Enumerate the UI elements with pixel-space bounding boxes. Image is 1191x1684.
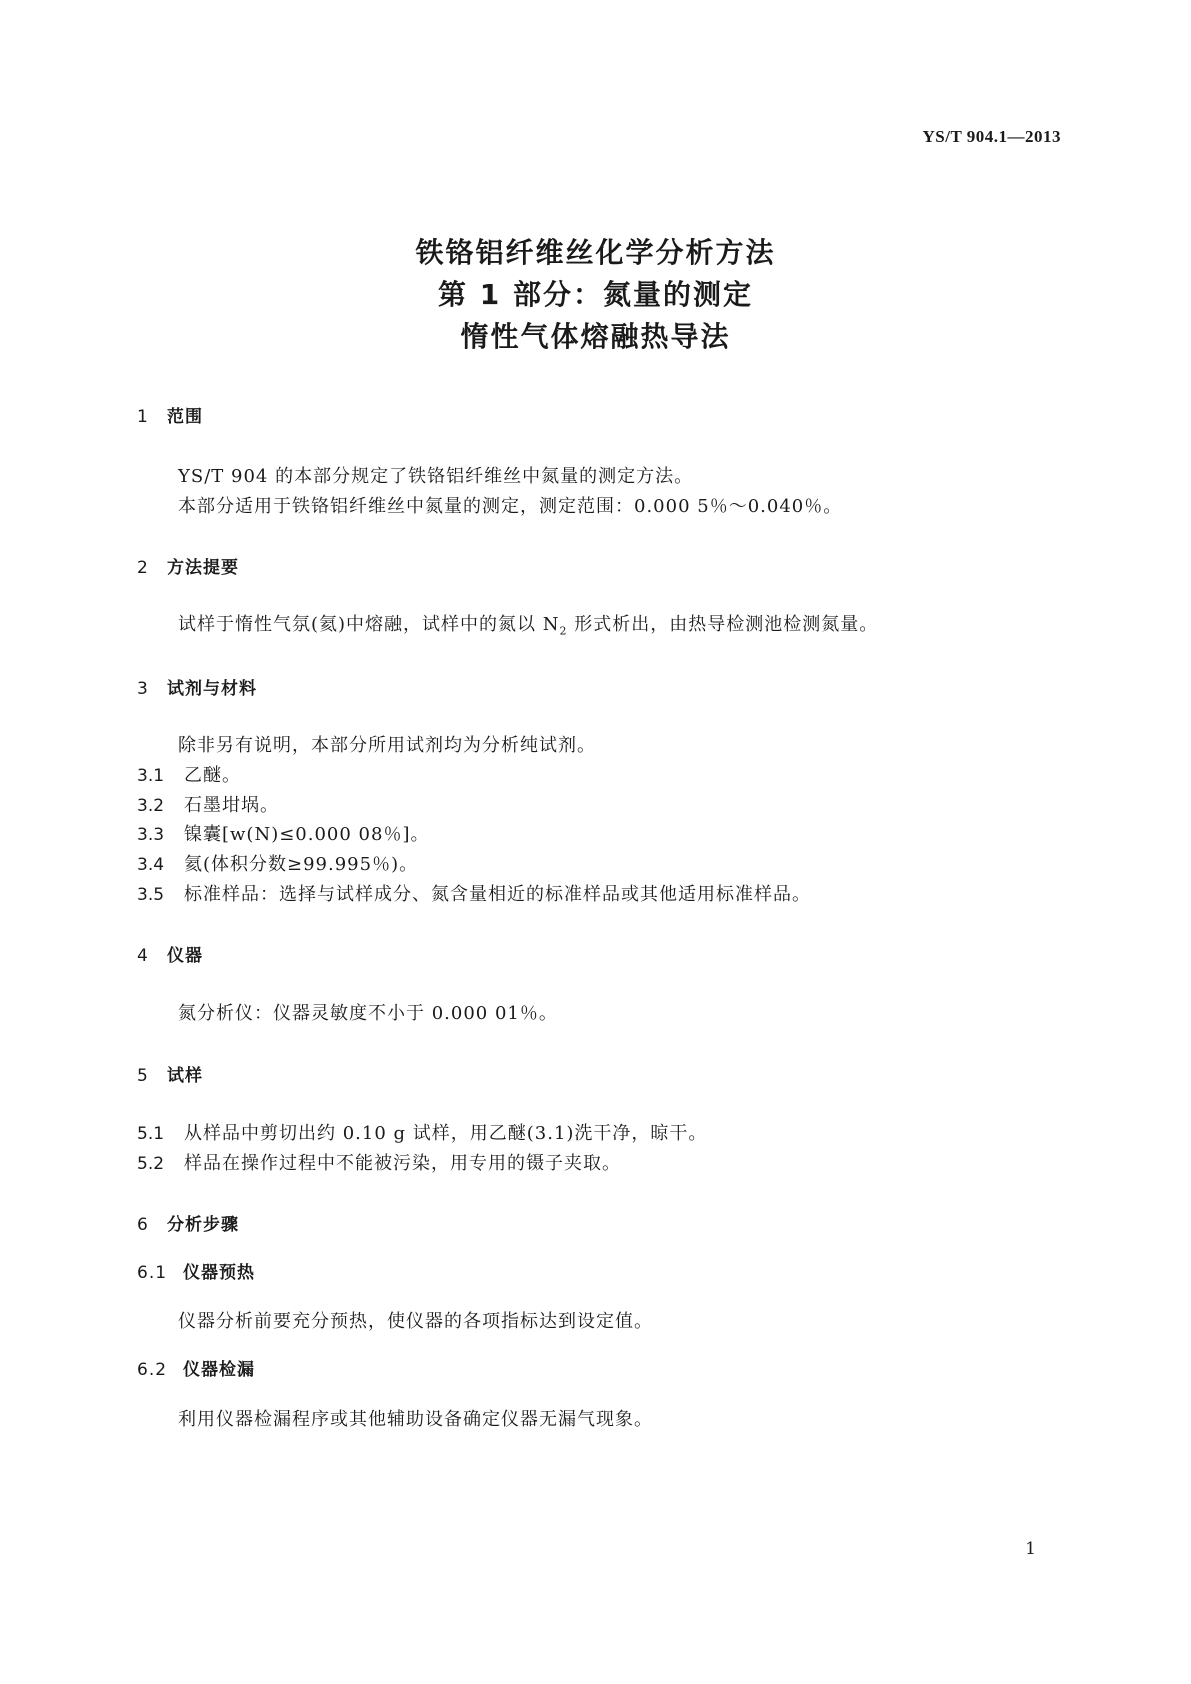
item-number: 3.3	[137, 825, 165, 845]
item-text: 从样品中剪切出约 0.10 g 试样，用乙醚(3.1)洗干净，晾干。	[184, 1123, 708, 1144]
subsection-title: 仪器检漏	[183, 1360, 255, 1380]
item-text: 样品在操作过程中不能被污染，用专用的镊子夹取。	[184, 1153, 621, 1174]
section-4-paragraph: 氮分析仪：仪器灵敏度不小于 0.000 01％。	[178, 1003, 558, 1024]
section-2-paragraph	[178, 610, 878, 638]
section-number: 2	[137, 558, 149, 578]
section-3-intro: 除非另有说明，本部分所用试剂均为分析纯试剂。	[178, 735, 596, 756]
page-number: 1	[1025, 1539, 1036, 1559]
section-number: 4	[137, 946, 149, 966]
section-1-heading	[137, 402, 203, 427]
section-number: 5	[137, 1066, 149, 1086]
paragraph-text: 形式析出，由热导检测池检测氮量。	[567, 614, 879, 635]
section-6-heading	[137, 1210, 239, 1235]
title-line-1: 铁铬铝纤维丝化学分析方法	[415, 236, 776, 269]
subsection-6-2-heading	[137, 1355, 255, 1380]
section-title: 方法提要	[167, 558, 239, 578]
section-2-heading	[137, 553, 239, 578]
subsection-6-2-paragraph: 利用仪器检漏程序或其他辅助设备确定仪器无漏气现象。	[178, 1409, 653, 1430]
list-item	[137, 1149, 621, 1175]
list-item	[137, 1119, 707, 1145]
item-number: 5.1	[137, 1124, 165, 1144]
item-number: 3.2	[137, 796, 165, 816]
section-number: 3	[137, 679, 149, 699]
subscript: 2	[559, 624, 568, 638]
section-1-paragraph-1: YS/T 904 的本部分规定了铁铬铝纤维丝中氮量的测定方法。	[178, 466, 694, 487]
subsection-number: 6.1	[137, 1263, 168, 1283]
list-item	[137, 820, 430, 846]
list-item	[137, 791, 279, 817]
section-title: 试剂与材料	[167, 679, 257, 699]
item-text: 石墨坩埚。	[184, 795, 279, 816]
document-title	[0, 232, 1191, 358]
subsection-6-1-heading	[137, 1258, 255, 1283]
section-title: 分析步骤	[167, 1215, 239, 1235]
list-item	[137, 850, 418, 876]
standard-code: YS/T 904.1—2013	[922, 127, 1061, 146]
title-line-3: 惰性气体熔融热导法	[460, 320, 731, 353]
section-3-heading	[137, 674, 257, 699]
title-line-2: 第 1 部分：氮量的测定	[438, 278, 753, 311]
section-number: 6	[137, 1215, 149, 1235]
item-number: 5.2	[137, 1154, 165, 1174]
item-text: 乙醚。	[184, 765, 241, 786]
subsection-title: 仪器预热	[183, 1263, 255, 1283]
section-title: 范围	[167, 407, 203, 427]
item-number: 3.4	[137, 855, 165, 875]
section-title: 试样	[167, 1066, 203, 1086]
item-number: 3.1	[137, 766, 165, 786]
subsection-6-1-paragraph: 仪器分析前要充分预热，使仪器的各项指标达到设定值。	[178, 1311, 653, 1332]
list-item	[137, 761, 241, 787]
subsection-number: 6.2	[137, 1360, 168, 1380]
section-4-heading	[137, 941, 203, 966]
item-text: 镍囊[w(N)≤0.000 08％]。	[184, 824, 430, 845]
section-1-paragraph-2: 本部分适用于铁铬铝纤维丝中氮量的测定，测定范围：0.000 5％～0.040％。	[178, 496, 843, 517]
item-number: 3.5	[137, 885, 165, 905]
section-title: 仪器	[167, 946, 203, 966]
list-item	[137, 880, 811, 906]
item-text: 标准样品：选择与试样成分、氮含量相近的标准样品或其他适用标准样品。	[184, 884, 811, 905]
section-number: 1	[137, 407, 149, 427]
section-5-heading	[137, 1061, 203, 1086]
paragraph-text: 试样于惰性气氛(氦)中熔融，试样中的氮以 N	[178, 614, 560, 635]
item-text: 氦(体积分数≥99.995％)。	[184, 854, 419, 875]
